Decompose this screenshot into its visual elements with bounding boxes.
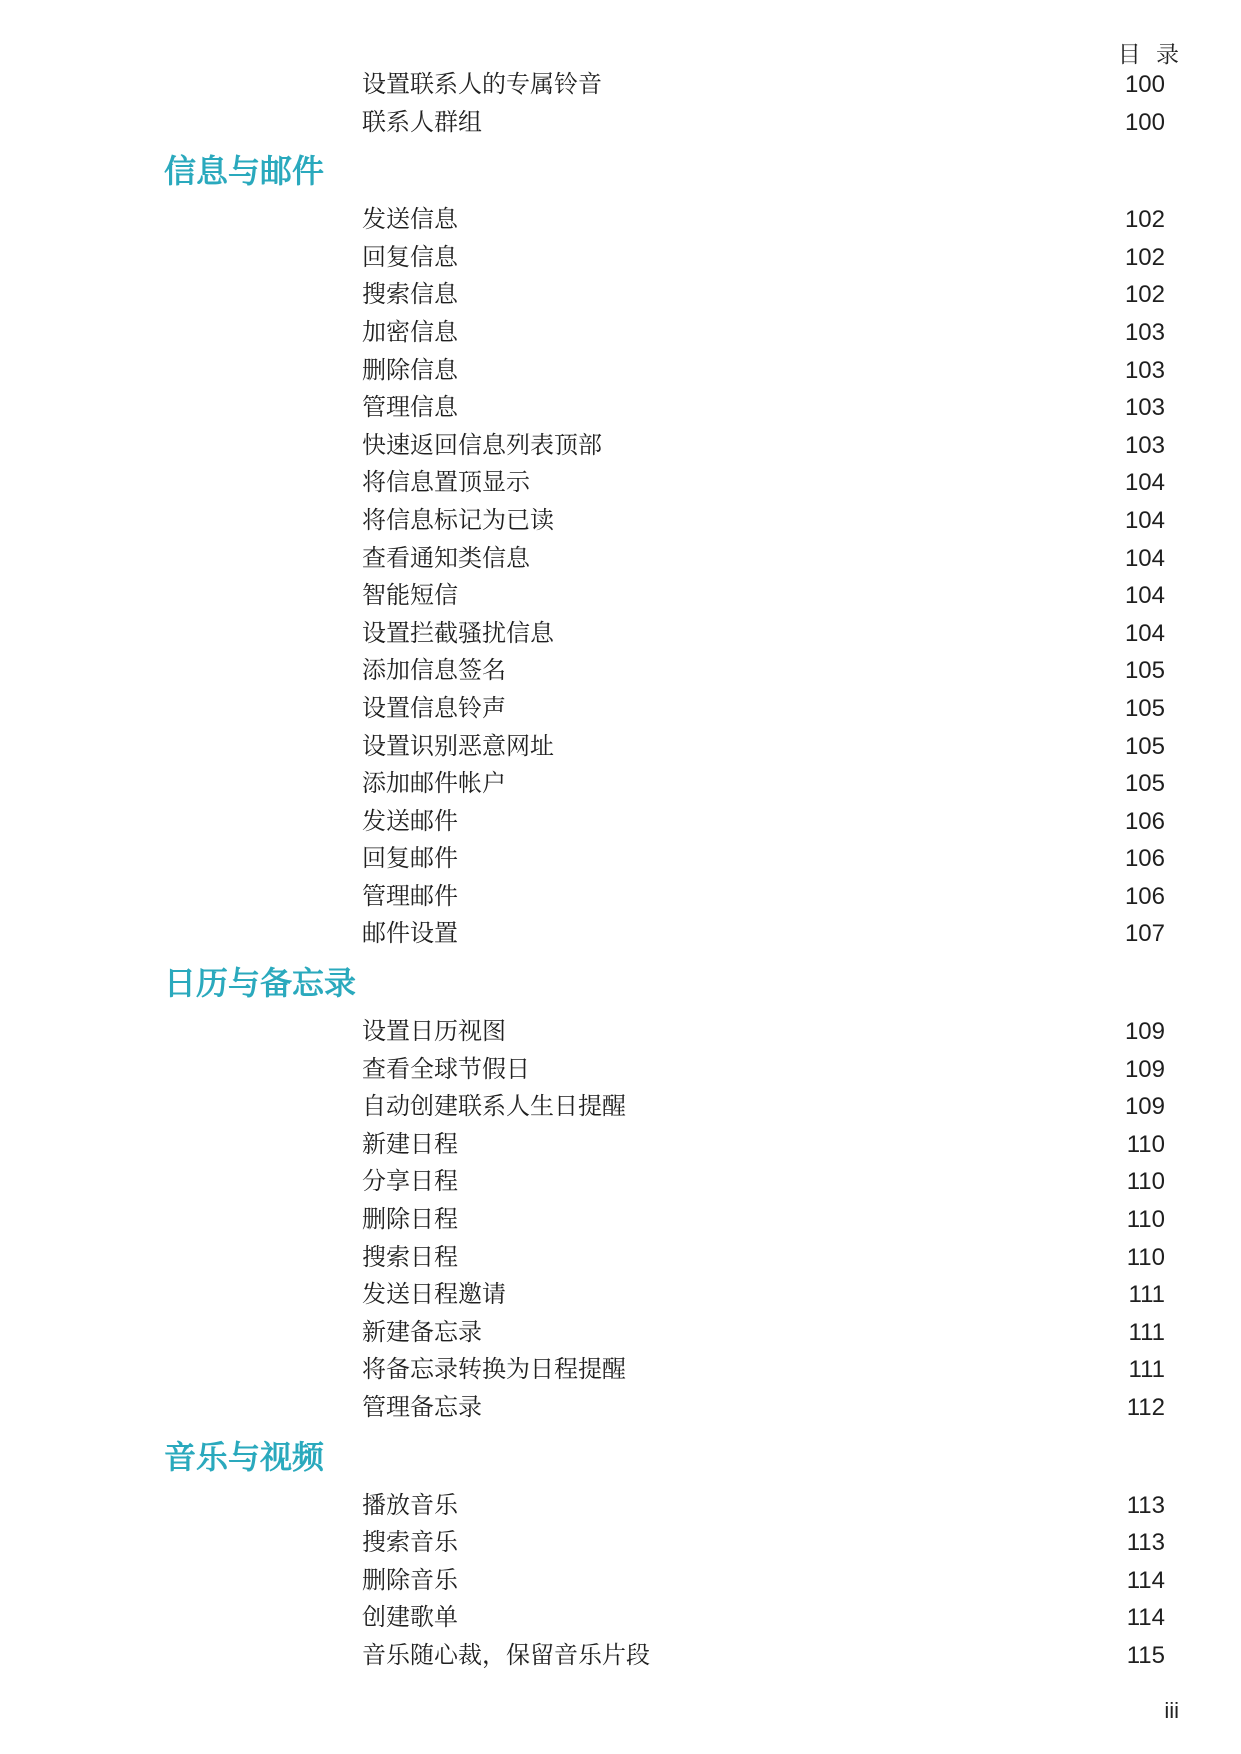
toc-entry[interactable] [0, 1599, 1241, 1637]
toc-entry[interactable] [0, 314, 1241, 352]
toc-entry-title: 管理信息 [362, 393, 458, 422]
toc-entry-page: 104 [1124, 506, 1165, 534]
toc-entry-title: 播放音乐 [362, 1490, 458, 1519]
toc-entry[interactable] [0, 652, 1241, 690]
toc-entry-page: 100 [1124, 71, 1165, 98]
section-heading[interactable]: 音乐与视频 [164, 1437, 325, 1476]
toc-entry-title: 设置信息铃声 [362, 693, 506, 722]
toc-entry-page: 107 [1124, 920, 1165, 948]
toc-entry-page: 111 [1128, 1281, 1165, 1309]
toc-entry-page: 102 [1124, 281, 1165, 309]
toc-entry-title: 邮件设置 [362, 919, 458, 948]
toc-entry-page: 109 [1124, 1093, 1165, 1121]
toc-entry[interactable] [0, 803, 1241, 841]
toc-section [0, 141, 1241, 201]
toc-entry-page: 104 [1124, 544, 1165, 572]
toc-entry[interactable] [0, 615, 1241, 653]
toc-entry-page: 104 [1124, 582, 1165, 610]
toc-entry-page: 100 [1124, 108, 1165, 136]
toc-entry[interactable] [0, 201, 1241, 239]
toc-entry[interactable] [0, 1487, 1241, 1525]
toc-entry-title: 添加邮件帐户 [362, 769, 506, 798]
toc-entry-page: 114 [1126, 1566, 1165, 1594]
toc-entry-title: 删除信息 [362, 355, 458, 384]
toc-entry-page: 106 [1124, 882, 1165, 910]
toc-entry-page: 113 [1126, 1491, 1165, 1519]
toc-entry-title: 快速返回信息列表顶部 [362, 430, 602, 459]
toc-entry-title: 将信息置顶显示 [362, 468, 530, 497]
toc-entry-title: 设置日历视图 [362, 1017, 506, 1046]
toc-entry[interactable] [0, 1637, 1241, 1675]
toc-entry-title: 发送邮件 [362, 806, 458, 835]
toc-entry-title: 分享日程 [362, 1167, 458, 1196]
toc-entry[interactable] [0, 1013, 1241, 1051]
toc-entry-page: 114 [1126, 1604, 1165, 1632]
toc-entry[interactable] [0, 1239, 1241, 1277]
toc-entry-page: 105 [1124, 732, 1165, 760]
toc-entry-title: 发送信息 [362, 205, 458, 234]
toc-entry[interactable] [0, 502, 1241, 540]
page-number: iii [1164, 1698, 1179, 1723]
toc-entry-title: 发送日程邀请 [362, 1280, 506, 1309]
toc-entry-title: 创建歌单 [362, 1603, 458, 1632]
toc-entry[interactable] [0, 765, 1241, 803]
toc-entry[interactable] [0, 239, 1241, 277]
toc-entry[interactable] [0, 878, 1241, 916]
toc-entry-title: 回复信息 [362, 242, 458, 271]
toc-entry-title: 添加信息签名 [362, 656, 506, 685]
toc-entry-title: 管理备忘录 [362, 1393, 482, 1421]
toc-entry-page: 110 [1126, 1130, 1165, 1158]
toc-entry[interactable] [0, 840, 1241, 878]
toc-entry[interactable] [0, 577, 1241, 615]
toc-entry-page: 103 [1124, 394, 1165, 422]
toc-entry[interactable] [0, 389, 1241, 427]
toc-entry-page: 110 [1126, 1243, 1165, 1271]
toc-entry-title: 联系人群组 [362, 107, 482, 136]
toc-entry-page: 104 [1124, 469, 1165, 497]
toc-entry-page: 111 [1128, 1318, 1165, 1346]
toc-entry-page: 115 [1126, 1641, 1165, 1669]
toc-entry-page: 113 [1126, 1529, 1165, 1557]
toc-entry[interactable] [0, 690, 1241, 728]
toc-entry[interactable] [0, 1088, 1241, 1126]
toc-entry-page: 102 [1124, 206, 1165, 234]
toc-entry-title: 搜索信息 [362, 280, 458, 309]
toc-entry-title: 管理邮件 [362, 881, 458, 910]
toc-entry-title: 搜索音乐 [362, 1528, 458, 1557]
table-of-contents [0, 66, 1241, 1675]
toc-entry-title: 删除日程 [362, 1205, 458, 1234]
toc-entry[interactable] [0, 1051, 1241, 1089]
toc-entry[interactable] [0, 728, 1241, 766]
section-heading[interactable]: 信息与邮件 [164, 152, 325, 191]
toc-entry-title: 新建备忘录 [362, 1317, 482, 1346]
toc-entry-title: 将信息标记为已读 [362, 505, 554, 534]
toc-entry-title: 搜索日程 [362, 1242, 458, 1271]
toc-entry-title: 新建日程 [362, 1129, 458, 1158]
section-heading[interactable]: 日历与备忘录 [164, 964, 357, 1003]
toc-entry[interactable] [0, 1126, 1241, 1164]
toc-entry[interactable] [0, 1314, 1241, 1352]
toc-entry-title: 音乐随心裁，保留音乐片段 [362, 1640, 650, 1669]
toc-entry-page: 105 [1124, 694, 1165, 722]
toc-entry-title: 智能短信 [362, 581, 458, 610]
toc-entry-title: 设置联系人的专属铃音 [362, 70, 602, 98]
toc-entry-title: 设置拦截骚扰信息 [362, 618, 554, 647]
toc-entry-title: 回复邮件 [362, 844, 458, 873]
toc-entry-title: 查看通知类信息 [362, 543, 530, 572]
toc-entry[interactable] [0, 276, 1241, 314]
toc-entry[interactable] [0, 540, 1241, 578]
toc-entry-page: 105 [1124, 657, 1165, 685]
toc-section [0, 953, 1241, 1013]
toc-entry-title: 加密信息 [362, 317, 458, 346]
toc-entry-page: 106 [1124, 845, 1165, 873]
toc-entry[interactable] [0, 1562, 1241, 1600]
toc-entry-page: 109 [1124, 1055, 1165, 1083]
toc-entry-page: 103 [1124, 431, 1165, 459]
toc-entry-title: 查看全球节假日 [362, 1054, 530, 1083]
toc-entry-page: 110 [1126, 1206, 1165, 1234]
toc-entry[interactable] [0, 427, 1241, 465]
toc-entry[interactable] [0, 66, 1241, 104]
toc-entry[interactable] [0, 1163, 1241, 1201]
toc-entry-title: 自动创建联系人生日提醒 [362, 1092, 626, 1121]
toc-header-label: 目 录 [1117, 42, 1183, 68]
toc-entry[interactable] [0, 104, 1241, 142]
toc-entry-title: 删除音乐 [362, 1565, 458, 1594]
toc-entry-page: 103 [1124, 318, 1165, 346]
toc-entry[interactable] [0, 915, 1241, 953]
toc-entry-title: 设置识别恶意网址 [362, 731, 554, 760]
toc-entry-page: 103 [1124, 356, 1165, 384]
toc-entry[interactable] [0, 1524, 1241, 1562]
toc-entry[interactable] [0, 352, 1241, 390]
toc-entry-page: 106 [1124, 807, 1165, 835]
toc-entry-page: 112 [1126, 1394, 1165, 1421]
toc-entry-page: 102 [1124, 243, 1165, 271]
toc-entry-page: 104 [1124, 619, 1165, 647]
toc-entry[interactable] [0, 464, 1241, 502]
toc-entry-title: 将备忘录转换为日程提醒 [362, 1355, 626, 1384]
toc-entry[interactable] [0, 1201, 1241, 1239]
toc-entry[interactable] [0, 1351, 1241, 1389]
toc-entry[interactable] [0, 1276, 1241, 1314]
toc-entry-page: 110 [1126, 1168, 1165, 1196]
toc-entry-page: 109 [1124, 1018, 1165, 1046]
toc-section [0, 1427, 1241, 1487]
toc-entry-page: 111 [1128, 1356, 1165, 1384]
toc-entry[interactable] [0, 1389, 1241, 1427]
toc-entry-page: 105 [1124, 770, 1165, 798]
